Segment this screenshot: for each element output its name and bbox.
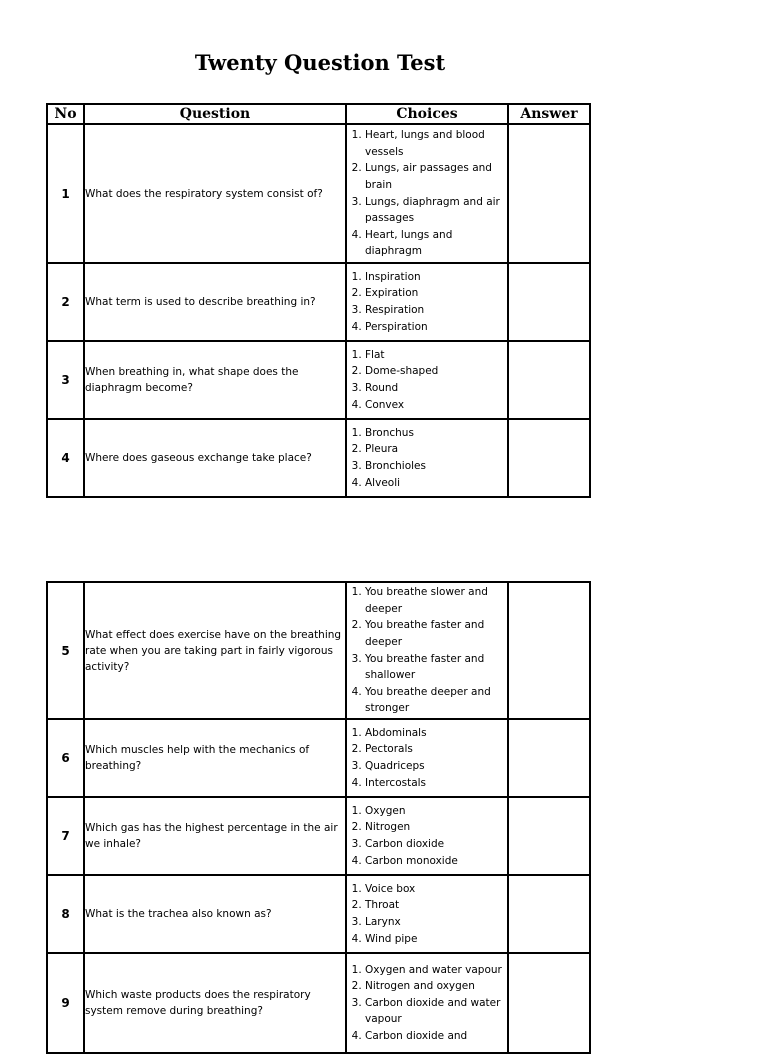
choice-item: 1. Flat xyxy=(365,347,507,364)
choice-item: 4. Intercostals xyxy=(365,775,507,792)
question-text: When breathing in, what shape does the diaphragm become? xyxy=(84,341,346,419)
question-text: What effect does exercise have on the breathing rate when you are taking part in fairly vigorous activity? xyxy=(84,582,346,719)
answer-cell[interactable] xyxy=(508,719,590,797)
answer-cell[interactable] xyxy=(508,263,590,341)
answer-cell[interactable] xyxy=(508,953,590,1053)
choice-item: 2. Expiration xyxy=(365,285,507,302)
question-text: What is the trachea also known as? xyxy=(84,875,346,953)
choice-item: 4. Perspiration xyxy=(365,319,507,336)
header-no: No xyxy=(47,104,84,124)
choice-item: 2. Pleura xyxy=(365,441,507,458)
choice-item: 3. Respiration xyxy=(365,302,507,319)
question-text: Where does gaseous exchange take place? xyxy=(84,419,346,497)
table-row xyxy=(47,124,590,263)
table-row xyxy=(47,719,590,797)
table-row xyxy=(47,263,590,341)
choice-item: 2. Nitrogen and oxygen xyxy=(365,978,507,995)
choice-item: 4. Heart, lungs and diaphragm xyxy=(365,227,507,260)
question-number: 1 xyxy=(47,124,84,263)
choices-cell xyxy=(346,875,508,953)
choices-cell xyxy=(346,582,508,719)
question-number: 6 xyxy=(47,719,84,797)
choice-item: 1. Abdominals xyxy=(365,725,507,742)
choice-item: 1. Oxygen xyxy=(365,803,507,820)
choice-item: 4. Carbon monoxide xyxy=(365,853,507,870)
choice-item: 1. Heart, lungs and blood vessels xyxy=(365,127,507,160)
question-number: 3 xyxy=(47,341,84,419)
choice-item: 1. Inspiration xyxy=(365,269,507,286)
question-text: Which gas has the highest percentage in the air we inhale? xyxy=(84,797,346,875)
table-row xyxy=(47,341,590,419)
choices-cell xyxy=(346,419,508,497)
question-table-1 xyxy=(46,103,591,498)
choices-cell xyxy=(346,341,508,419)
choices-cell xyxy=(346,719,508,797)
choice-item: 4. You breathe deeper and stronger xyxy=(365,684,507,717)
question-text: Which waste products does the respiratory system remove during breathing? xyxy=(84,953,346,1053)
page-title: Twenty Question Test xyxy=(194,50,446,75)
choices-list xyxy=(347,425,507,491)
question-text: What term is used to describe breathing in? xyxy=(84,263,346,341)
question-number: 8 xyxy=(47,875,84,953)
table-row xyxy=(47,797,590,875)
answer-cell[interactable] xyxy=(508,419,590,497)
question-number: 7 xyxy=(47,797,84,875)
choice-item: 2. Pectorals xyxy=(365,741,507,758)
choice-item: 2. Nitrogen xyxy=(365,819,507,836)
question-number: 5 xyxy=(47,582,84,719)
choice-item: 2. Throat xyxy=(365,897,507,914)
answer-cell[interactable] xyxy=(508,341,590,419)
choices-cell xyxy=(346,953,508,1053)
choice-item: 3. You breathe faster and shallower xyxy=(365,651,507,684)
choice-item: 3. Round xyxy=(365,380,507,397)
choice-item: 3. Carbon dioxide xyxy=(365,836,507,853)
choice-item: 4. Alveoli xyxy=(365,475,507,492)
choice-item: 1. Voice box xyxy=(365,881,507,898)
answer-cell[interactable] xyxy=(508,875,590,953)
choice-item: 2. Dome-shaped xyxy=(365,363,507,380)
choices-list xyxy=(347,725,507,791)
choice-item: 2. You breathe faster and deeper xyxy=(365,617,507,650)
header-choices: Choices xyxy=(346,104,508,124)
choice-item: 3. Bronchioles xyxy=(365,458,507,475)
choice-item: 4. Wind pipe xyxy=(365,931,507,948)
choices-cell xyxy=(346,797,508,875)
choice-item: 3. Lungs, diaphragm and air passages xyxy=(365,194,507,227)
choices-list xyxy=(347,881,507,947)
answer-cell[interactable] xyxy=(508,582,590,719)
header-question: Question xyxy=(84,104,346,124)
choice-item: 3. Carbon dioxide and water vapour xyxy=(365,995,507,1028)
table-row xyxy=(47,953,590,1053)
choice-item: 1. Bronchus xyxy=(365,425,507,442)
choice-item: 4. Carbon dioxide and xyxy=(365,1028,507,1045)
question-table-2 xyxy=(46,581,591,1054)
choice-item: 2. Lungs, air passages and brain xyxy=(365,160,507,193)
question-number: 2 xyxy=(47,263,84,341)
choices-list xyxy=(347,269,507,335)
choice-item: 1. Oxygen and water vapour xyxy=(365,962,507,979)
question-number: 4 xyxy=(47,419,84,497)
choice-item: 1. You breathe slower and deeper xyxy=(365,584,507,617)
answer-cell[interactable] xyxy=(508,124,590,263)
question-number: 9 xyxy=(47,953,84,1053)
choice-item: 4. Convex xyxy=(365,397,507,414)
header-answer: Answer xyxy=(508,104,590,124)
choices-list xyxy=(347,803,507,869)
choices-list xyxy=(347,127,507,260)
table-row xyxy=(47,582,590,719)
choices-cell xyxy=(346,263,508,341)
table-header-row xyxy=(47,104,590,124)
choices-list xyxy=(347,347,507,413)
question-text: What does the respiratory system consist of? xyxy=(84,124,346,263)
question-text: Which muscles help with the mechanics of breathing? xyxy=(84,719,346,797)
table-row xyxy=(47,419,590,497)
choice-item: 3. Quadriceps xyxy=(365,758,507,775)
choices-list xyxy=(347,962,507,1045)
choice-item: 3. Larynx xyxy=(365,914,507,931)
choices-cell xyxy=(346,124,508,263)
answer-cell[interactable] xyxy=(508,797,590,875)
choices-list xyxy=(347,584,507,717)
table-row xyxy=(47,875,590,953)
